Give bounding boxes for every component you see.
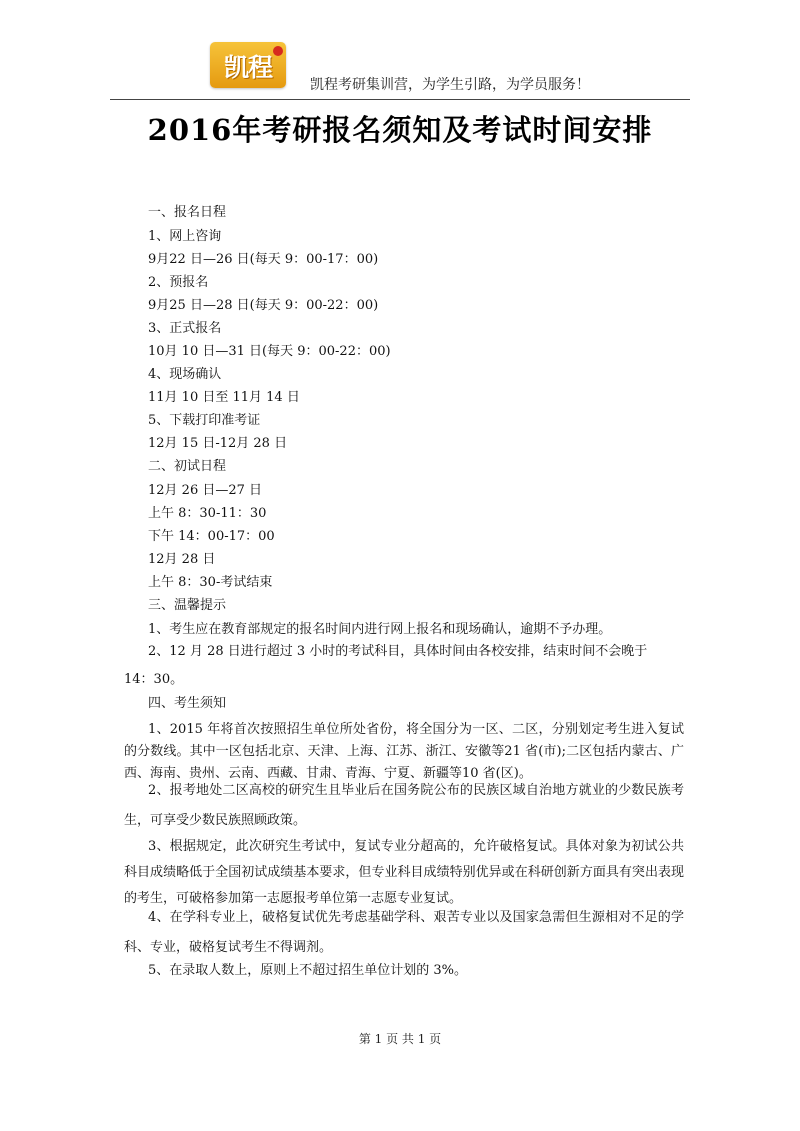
list-item: 上午 8：30-11：30	[148, 506, 267, 521]
list-item: 下午 14：00-17：00	[148, 529, 275, 544]
section-heading-notice: 四、考生须知	[148, 696, 227, 711]
list-item: 3、正式报名	[148, 321, 222, 336]
list-item: 1、考生应在教育部规定的报名时间内进行网上报名和现场确认，逾期不予办理。	[148, 622, 612, 637]
list-item: 12月 28 日	[148, 552, 216, 567]
notice-paragraph-2: 2、报考地处二区高校的研究生且毕业后在国务院公布的民族区域自治地方就业的少数民族考生，可享受少数民族照顾政策。	[124, 783, 684, 828]
notice-paragraph-4: 4、在学科专业上，破格复试优先考虑基础学科、艰苦专业以及国家急需但生源相对不足的学科、专业，破格复试考生不得调剂。	[124, 910, 684, 955]
list-item: 上午 8：30-考试结束	[148, 575, 273, 590]
notice-paragraph-5: 5、在录取人数上，原则上不超过招生单位计划的 3%。	[148, 963, 468, 978]
header-slogan: 凯程考研集训营，为学生引路，为学员服务！	[310, 77, 590, 93]
list-item: 1、网上咨询	[148, 229, 222, 244]
notice-paragraph-3: 3、根据规定，此次研究生考试中，复试专业分超高的，允许破格复试。具体对象为初试公共科目成绩略低于全国初试成绩基本要求，但专业科目成绩特别优异或在科研创新方面具有突出表现的考生，可破格参加第一志愿报考单位第一志愿专业复试。	[124, 839, 684, 906]
logo-text: 凯程	[223, 53, 272, 82]
list-item: 9月22 日—26 日(每天 9：00-17：00)	[148, 252, 379, 267]
list-item: 2、12 月 28 日进行超过 3 小时的考试科目，具体时间由各校安排，结束时间不会晚于	[148, 644, 648, 659]
list-item: 10月 10 日—31 日(每天 9：00-22：00)	[148, 344, 391, 359]
page-footer: 第 1 页 共 1 页	[358, 1032, 442, 1046]
list-item: 2、预报名	[148, 275, 209, 290]
list-item: 5、下载打印准考证	[148, 413, 261, 428]
document-title: 2016年考研报名须知及考试时间安排	[147, 113, 653, 147]
list-item-continuation: 14：30。	[124, 672, 184, 687]
section-heading-exam-schedule: 二、初试日程	[148, 459, 227, 474]
section-heading-tips: 三、温馨提示	[148, 598, 227, 613]
section-heading-registration: 一、报名日程	[148, 205, 227, 220]
list-item: 11月 10 日至 11月 14 日	[148, 390, 300, 405]
list-item: 9月25 日—28 日(每天 9：00-22：00)	[148, 298, 379, 313]
list-item: 4、现场确认	[148, 367, 222, 382]
list-item: 12月 26 日—27 日	[148, 483, 263, 498]
list-item: 12月 15 日-12月 28 日	[148, 436, 288, 451]
notice-paragraph-1: 1、2015 年将首次按照招生单位所处省份，将全国分为一区、二区，分别划定考生进入复试的分数线。其中一区包括北京、天津、上海、江苏、浙江、安徽等21 省(市);二区包括内蒙古、广西、海南、贵州、云南、西藏、甘肃、青海、宁夏、新疆等10 省(区)。	[124, 722, 684, 781]
